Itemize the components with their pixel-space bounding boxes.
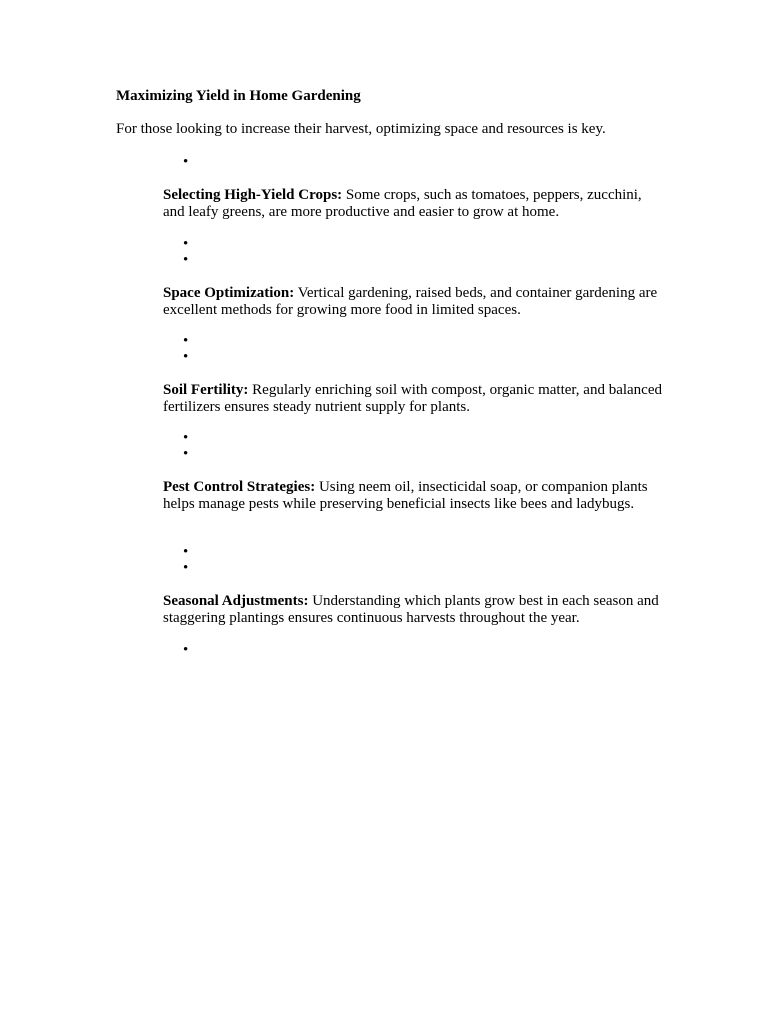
section-label: Seasonal Adjustments: [163,593,309,609]
section-selecting-high-yield-crops [163,187,663,221]
section-label: Pest Control Strategies: [163,479,316,495]
section-space-optimization [163,285,663,319]
section-seasonal-adjustments [163,593,663,627]
section-soil-fertility [163,382,663,416]
list-bullet: • [183,430,189,446]
section-text: Regularly enriching soil with compost, organic matter, and balanced fertilizers ensures steady nutrient supply for plants. [163,382,662,415]
section-label: Soil Fertility: [163,382,249,398]
list-bullet: • [183,446,189,462]
list-bullet: • [183,154,189,170]
list-bullet: • [183,236,189,252]
list-bullet: • [183,642,189,658]
section-text: Vertical gardening, raised beds, and container gardening are excellent methods for growing more food in limited spaces. [163,285,658,318]
list-bullet: • [183,333,189,349]
section-label: Space Optimization: [163,285,295,301]
section-text: Understanding which plants grow best in each season and staggering plantings ensures continuous harvests throughout the year. [163,593,659,626]
section-label: Selecting High-Yield Crops: [163,187,343,203]
section-text: Some crops, such as tomatoes, peppers, zucchini, and leafy greens, are more productive and easier to grow at home. [163,187,642,220]
intro-paragraph: For those looking to increase their harvest, optimizing space and resources is key. [116,121,606,137]
list-bullet: • [183,560,189,576]
list-bullet: • [183,544,189,560]
list-bullet: • [183,252,189,268]
section-text: Using neem oil, insecticidal soap, or companion plants helps manage pests while preserving beneficial insects like bees and ladybugs. [163,479,648,512]
section-pest-control-strategies [163,479,663,513]
list-bullet: • [183,349,189,365]
document-title: Maximizing Yield in Home Gardening [116,88,361,104]
